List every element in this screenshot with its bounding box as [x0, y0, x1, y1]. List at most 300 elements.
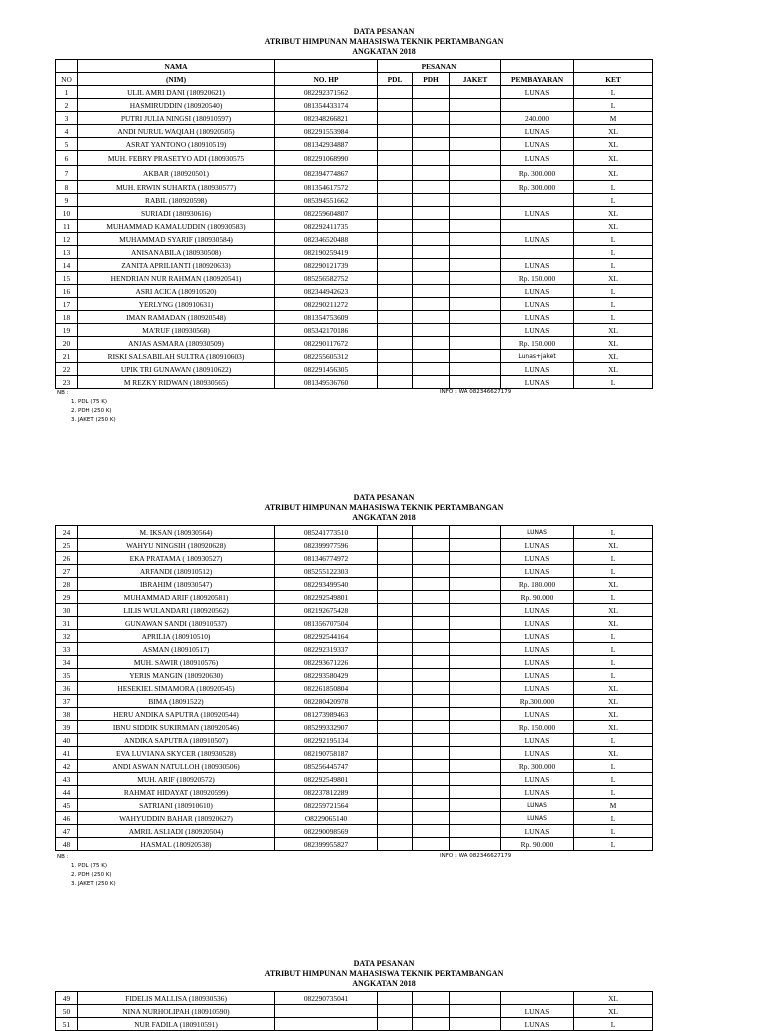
cell-jaket [450, 604, 501, 617]
cell-jaket [450, 526, 501, 539]
cell-nama: SURIADI (180930616) [78, 207, 275, 220]
cell-jaket [450, 151, 501, 166]
cell-pdh [413, 181, 450, 194]
cell-no: 24 [56, 526, 78, 539]
cell-pembayaran: LUNAS [501, 812, 574, 825]
cell-hp: 085256582752 [275, 272, 378, 285]
cell-nama: PUTRI JULIA NINGSI (180910597) [78, 112, 275, 125]
cell-jaket [450, 552, 501, 565]
orders-table-3 [55, 991, 653, 1031]
cell-hp: 082399955827 [275, 838, 378, 851]
cell-ket: L [574, 285, 653, 298]
cell-ket: L [574, 669, 653, 682]
title-line-2: ATRIBUT HIMPUNAN MAHASISWA TEKNIK PERTAMBANGAN [264, 37, 504, 46]
table-row [56, 233, 653, 246]
cell-hp: 081349536760 [275, 376, 378, 389]
cell-no: 8 [56, 181, 78, 194]
cell-hp: 082290211272 [275, 298, 378, 311]
cell-pdl [378, 285, 413, 298]
cell-pembayaran: LUNAS [501, 324, 574, 337]
cell-hp: 082255605312 [275, 350, 378, 363]
table-row [56, 1005, 653, 1018]
cell-jaket [450, 682, 501, 695]
table-row [56, 363, 653, 376]
cell-no: 41 [56, 747, 78, 760]
cell-nama: HERU ANDIKA SAPUTRA (180920544) [78, 708, 275, 721]
cell-nama: IBRAHIM (180930547) [78, 578, 275, 591]
header-nim: (NIM) [78, 73, 275, 86]
cell-pdh [413, 630, 450, 643]
cell-pembayaran: LUNAS [501, 682, 574, 695]
cell-hp: 082190758187 [275, 747, 378, 760]
cell-pdh [413, 151, 450, 166]
table-row [56, 786, 653, 799]
cell-ket: L [574, 552, 653, 565]
cell-pdh [413, 86, 450, 99]
cell-ket: XL [574, 138, 653, 151]
table-row [56, 591, 653, 604]
cell-nama: HESEKIEL SIMAMORA (180920545) [78, 682, 275, 695]
cell-pdl [378, 838, 413, 851]
cell-ket: XL [574, 708, 653, 721]
cell-no: 27 [56, 565, 78, 578]
cell-pembayaran: Rp. 150.000 [501, 337, 574, 350]
cell-hp: 085255122303 [275, 565, 378, 578]
cell-pdl [378, 539, 413, 552]
cell-jaket [450, 246, 501, 259]
table-row [56, 656, 653, 669]
cell-hp: 081342934887 [275, 138, 378, 151]
cell-ket: L [574, 656, 653, 669]
table-row [56, 708, 653, 721]
cell-jaket [450, 233, 501, 246]
cell-pembayaran: LUNAS [501, 708, 574, 721]
cell-pdh [413, 812, 450, 825]
cell-no: 32 [56, 630, 78, 643]
cell-ket: XL [574, 207, 653, 220]
table-row [56, 992, 653, 1005]
cell-no: 46 [56, 812, 78, 825]
cell-no: 36 [56, 682, 78, 695]
cell-ket: XL [574, 578, 653, 591]
cell-ket: L [574, 233, 653, 246]
cell-nama: HASMIRUDDIN (180920540) [78, 99, 275, 112]
cell-pembayaran: LUNAS [501, 630, 574, 643]
cell-no: 39 [56, 721, 78, 734]
cell-pembayaran: LUNAS [501, 233, 574, 246]
cell-pembayaran: LUNAS [501, 1005, 574, 1018]
table-row [56, 112, 653, 125]
cell-no: 15 [56, 272, 78, 285]
cell-ket: XL [574, 617, 653, 630]
cell-jaket [450, 207, 501, 220]
cell-jaket [450, 656, 501, 669]
cell-hp: 082292195134 [275, 734, 378, 747]
cell-nama: SATRIANI (180910610) [78, 799, 275, 812]
cell-pdh [413, 708, 450, 721]
cell-ket: L [574, 99, 653, 112]
cell-pdh [413, 773, 450, 786]
cell-pembayaran: Rp. 90.000 [501, 838, 574, 851]
cell-nama: MUHAMMAD KAMALUDDIN (180930583) [78, 220, 275, 233]
cell-jaket [450, 838, 501, 851]
table-row [56, 838, 653, 851]
cell-ket: XL [574, 363, 653, 376]
cell-jaket [450, 825, 501, 838]
cell-jaket [450, 285, 501, 298]
cell-no: 38 [56, 708, 78, 721]
table-row [56, 604, 653, 617]
cell-pdl [378, 799, 413, 812]
cell-pembayaran: LUNAS [501, 285, 574, 298]
cell-pdl [378, 233, 413, 246]
cell-hp: 082292411735 [275, 220, 378, 233]
header-blank [275, 60, 378, 73]
notes-block-1 [57, 389, 116, 425]
cell-jaket [450, 539, 501, 552]
cell-pdh [413, 565, 450, 578]
cell-hp: 082290098569 [275, 825, 378, 838]
cell-pdh [413, 246, 450, 259]
cell-pdh [413, 337, 450, 350]
cell-pdh [413, 112, 450, 125]
title-line-3: ANGKATAN 2018 [352, 47, 416, 56]
cell-pembayaran: Lunas+jaket [501, 350, 574, 363]
cell-pembayaran: LUNAS [501, 617, 574, 630]
cell-pdh [413, 138, 450, 151]
cell-pdl [378, 246, 413, 259]
orders-table-2 [55, 525, 653, 851]
cell-jaket [450, 812, 501, 825]
cell-hp: 082346520488 [275, 233, 378, 246]
table-row [56, 1018, 653, 1031]
table-row [56, 747, 653, 760]
cell-jaket [450, 591, 501, 604]
cell-pdl [378, 99, 413, 112]
cell-nama: MUHAMMAD SYARIF (180930584) [78, 233, 275, 246]
cell-no: 26 [56, 552, 78, 565]
cell-nama: APRILIA (180910510) [78, 630, 275, 643]
cell-nama: RAHMAT HIDAYAT (180920599) [78, 786, 275, 799]
cell-hp: 082290735041 [275, 992, 378, 1005]
note-item: 2. PDH (250 K) [71, 872, 112, 878]
table-row [56, 630, 653, 643]
title-line-3: ANGKATAN 2018 [352, 979, 416, 988]
cell-no: 48 [56, 838, 78, 851]
cell-no: 47 [56, 825, 78, 838]
table-row [56, 565, 653, 578]
cell-pembayaran [501, 246, 574, 259]
cell-hp: 082292371562 [275, 86, 378, 99]
cell-jaket [450, 992, 501, 1005]
cell-no: 20 [56, 337, 78, 350]
header-nama: NAMA [78, 60, 275, 73]
cell-hp: 082290121739 [275, 259, 378, 272]
cell-pdh [413, 721, 450, 734]
cell-pdh [413, 786, 450, 799]
cell-pembayaran: LUNAS [501, 773, 574, 786]
cell-pembayaran [501, 99, 574, 112]
cell-pdh [413, 207, 450, 220]
cell-ket: L [574, 565, 653, 578]
cell-pembayaran: LUNAS [501, 552, 574, 565]
cell-hp: 081354433174 [275, 99, 378, 112]
cell-jaket [450, 708, 501, 721]
table-row [56, 246, 653, 259]
cell-nama: ASRI ACICA (180910520) [78, 285, 275, 298]
table-row [56, 578, 653, 591]
cell-pembayaran: 240.000 [501, 112, 574, 125]
cell-hp: 081346774972 [275, 552, 378, 565]
cell-pdl [378, 324, 413, 337]
cell-no: 9 [56, 194, 78, 207]
cell-nama: MUH. FEBRY PRASETYO ADI (180930575 [78, 151, 275, 166]
cell-pdh [413, 233, 450, 246]
header-no-blank [56, 60, 78, 73]
cell-pdh [413, 1005, 450, 1018]
cell-hp: 081356707504 [275, 617, 378, 630]
cell-ket: L [574, 786, 653, 799]
cell-ket: L [574, 812, 653, 825]
cell-jaket [450, 695, 501, 708]
cell-pdh [413, 166, 450, 181]
title-line-1: DATA PESANAN [353, 959, 415, 968]
cell-hp: 085256445747 [275, 760, 378, 773]
cell-pdh [413, 825, 450, 838]
cell-pembayaran: LUNAS [501, 669, 574, 682]
cell-ket: XL [574, 151, 653, 166]
table-row [56, 669, 653, 682]
cell-no: 19 [56, 324, 78, 337]
table-row [56, 272, 653, 285]
cell-nama: IMAN RAMADAN (180920548) [78, 311, 275, 324]
cell-ket: XL [574, 324, 653, 337]
cell-ket: L [574, 773, 653, 786]
cell-ket: XL [574, 682, 653, 695]
table-row [56, 220, 653, 233]
cell-nama: AKBAR (180920501) [78, 166, 275, 181]
cell-jaket [450, 138, 501, 151]
cell-pdh [413, 285, 450, 298]
cell-hp: 082292319337 [275, 643, 378, 656]
cell-pdh [413, 99, 450, 112]
cell-ket: L [574, 194, 653, 207]
header-jaket: JAKET [450, 73, 501, 86]
cell-hp: 082293671226 [275, 656, 378, 669]
cell-no: 33 [56, 643, 78, 656]
cell-nama: WAHYUDDIN BAHAR (180920627) [78, 812, 275, 825]
cell-hp: 082292544164 [275, 630, 378, 643]
cell-hp: 082292549801 [275, 591, 378, 604]
cell-hp: 082259604807 [275, 207, 378, 220]
cell-hp: 082259721564 [275, 799, 378, 812]
table-row [56, 181, 653, 194]
cell-pdh [413, 298, 450, 311]
cell-nama: M REZKY RIDWAN (180930565) [78, 376, 275, 389]
cell-pdl [378, 812, 413, 825]
cell-nama: NUR FADILA (180910591) [78, 1018, 275, 1031]
cell-pdl [378, 220, 413, 233]
orders-table-1 [55, 59, 653, 389]
cell-jaket [450, 86, 501, 99]
cell-pdl [378, 1005, 413, 1018]
cell-ket: L [574, 526, 653, 539]
title-line-1: DATA PESANAN [353, 27, 415, 36]
cell-pdl [378, 138, 413, 151]
cell-pdl [378, 565, 413, 578]
cell-pembayaran: LUNAS [501, 311, 574, 324]
cell-pdl [378, 86, 413, 99]
cell-pdl [378, 526, 413, 539]
cell-no: 12 [56, 233, 78, 246]
cell-ket: L [574, 181, 653, 194]
cell-pembayaran: Rp. 300.000 [501, 166, 574, 181]
cell-pdh [413, 656, 450, 669]
cell-pdl [378, 578, 413, 591]
cell-jaket [450, 376, 501, 389]
cell-jaket [450, 112, 501, 125]
cell-no: 35 [56, 669, 78, 682]
cell-hp: 082348266821 [275, 112, 378, 125]
cell-pdh [413, 799, 450, 812]
cell-jaket [450, 773, 501, 786]
cell-ket: L [574, 838, 653, 851]
cell-nama: ULIL AMRI DANI (180920621) [78, 86, 275, 99]
cell-pembayaran: LUNAS [501, 298, 574, 311]
table-row [56, 311, 653, 324]
cell-pdl [378, 166, 413, 181]
table-row [56, 617, 653, 630]
cell-nama: ASRAT YANTONO (180910519) [78, 138, 275, 151]
cell-nama: ANDI ASWAN NATULLOH (180930506) [78, 760, 275, 773]
cell-no: 28 [56, 578, 78, 591]
cell-hp: 081354753609 [275, 311, 378, 324]
note-item: 3. JAKET (250 K) [71, 881, 116, 887]
cell-nama: MUHAMMAD ARIF (180920581) [78, 591, 275, 604]
cell-nama: ANDI NURUL WAQIAH (180920505) [78, 125, 275, 138]
table-row [56, 337, 653, 350]
cell-pdl [378, 272, 413, 285]
cell-pembayaran: Rp. 300.000 [501, 760, 574, 773]
cell-pdh [413, 125, 450, 138]
table-row [56, 298, 653, 311]
cell-nama: M. IKSAN (180930564) [78, 526, 275, 539]
note-item: 1. PDL (75 K) [71, 399, 108, 405]
notes-label: NB : [57, 390, 69, 396]
cell-pdl [378, 617, 413, 630]
cell-ket: XL [574, 604, 653, 617]
cell-pdl [378, 773, 413, 786]
cell-pdl [378, 112, 413, 125]
cell-pdl [378, 604, 413, 617]
cell-ket: XL [574, 992, 653, 1005]
cell-nama: WAHYU NINGSIH (180920628) [78, 539, 275, 552]
cell-pdl [378, 376, 413, 389]
notes-block-2 [57, 853, 116, 889]
header-ket: KET [574, 73, 653, 86]
cell-jaket [450, 272, 501, 285]
cell-no: 7 [56, 166, 78, 181]
cell-pdl [378, 760, 413, 773]
cell-pembayaran: LUNAS [501, 376, 574, 389]
cell-jaket [450, 181, 501, 194]
cell-hp [275, 1005, 378, 1018]
cell-hp: 082192675428 [275, 604, 378, 617]
cell-pdl [378, 682, 413, 695]
cell-no: 29 [56, 591, 78, 604]
table-row [56, 721, 653, 734]
cell-hp: 085394551662 [275, 194, 378, 207]
cell-jaket [450, 1018, 501, 1031]
cell-pdl [378, 643, 413, 656]
cell-pembayaran: LUNAS [501, 825, 574, 838]
cell-pdl [378, 552, 413, 565]
cell-hp: 082261850804 [275, 682, 378, 695]
cell-jaket [450, 311, 501, 324]
cell-pdh [413, 376, 450, 389]
cell-pdl [378, 721, 413, 734]
cell-pdl [378, 786, 413, 799]
cell-pdh [413, 643, 450, 656]
cell-pdh [413, 259, 450, 272]
cell-hp: 082394774867 [275, 166, 378, 181]
cell-pembayaran: Rp.300.000 [501, 695, 574, 708]
cell-jaket [450, 630, 501, 643]
title-line-2: ATRIBUT HIMPUNAN MAHASISWA TEKNIK PERTAMBANGAN [264, 969, 504, 978]
cell-jaket [450, 1005, 501, 1018]
cell-no: 42 [56, 760, 78, 773]
cell-pembayaran: Rp. 180.000 [501, 578, 574, 591]
cell-hp: 082291456305 [275, 363, 378, 376]
cell-ket: XL [574, 272, 653, 285]
cell-nama: MUH. ERWIN SUHARTA (180930577) [78, 181, 275, 194]
cell-jaket [450, 747, 501, 760]
cell-pembayaran: LUNAS [501, 125, 574, 138]
cell-hp: 082291068990 [275, 151, 378, 166]
cell-pdh [413, 526, 450, 539]
cell-nama: ASMAN (180910517) [78, 643, 275, 656]
cell-pdh [413, 363, 450, 376]
cell-pembayaran: LUNAS [501, 539, 574, 552]
cell-pdh [413, 734, 450, 747]
table-row [56, 350, 653, 363]
cell-jaket [450, 721, 501, 734]
table-row [56, 825, 653, 838]
cell-ket: L [574, 643, 653, 656]
header-pembayaran: PEMBAYARAN [501, 73, 574, 86]
cell-pdh [413, 669, 450, 682]
cell-nama: ANDIKA SAPUTRA (180910507) [78, 734, 275, 747]
info-contact-2: INFO : WA 082346627179 [440, 853, 512, 859]
title-line-3: ANGKATAN 2018 [352, 513, 416, 522]
cell-pdh [413, 617, 450, 630]
cell-no: 17 [56, 298, 78, 311]
cell-nama: EKA PRATAMA ( 180930527) [78, 552, 275, 565]
cell-no: 45 [56, 799, 78, 812]
cell-pdl [378, 992, 413, 1005]
cell-nama: ARFANDI (180910512) [78, 565, 275, 578]
cell-ket: XL [574, 125, 653, 138]
cell-hp: 081354617572 [275, 181, 378, 194]
cell-pembayaran: Rp. 300.000 [501, 181, 574, 194]
cell-pdh [413, 747, 450, 760]
table-row [56, 324, 653, 337]
cell-nama: ANJAS ASMARA (180930509) [78, 337, 275, 350]
cell-pdl [378, 630, 413, 643]
cell-pdl [378, 656, 413, 669]
header-pdl: PDL [378, 73, 413, 86]
cell-jaket [450, 298, 501, 311]
